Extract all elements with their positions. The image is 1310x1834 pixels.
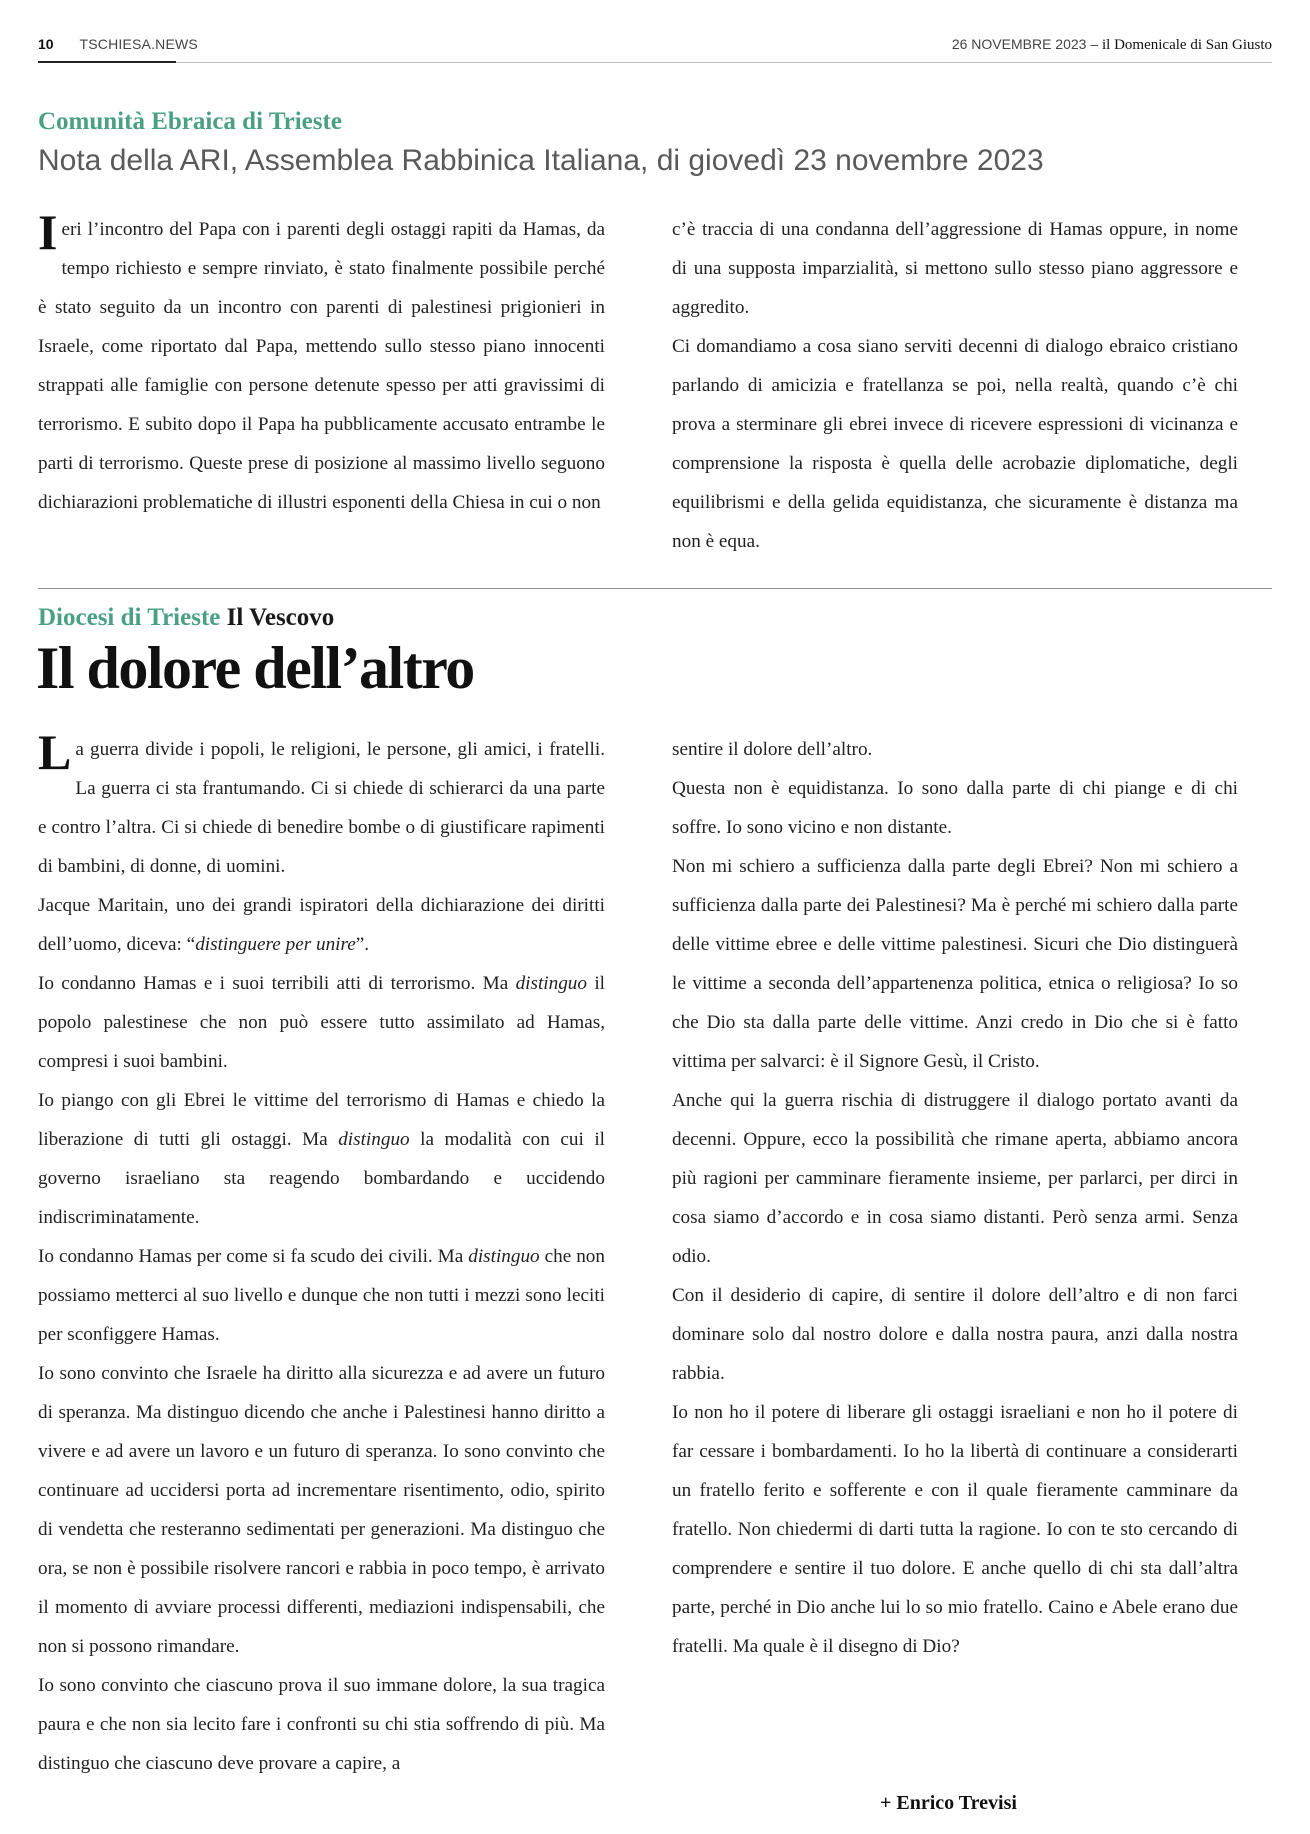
- text-run: Jacque Maritain, uno dei grandi ispiratori della dichiarazione dei diritti dell’uomo, diceva: “: [38, 895, 605, 955]
- text-run: Io piango con gli Ebrei le vittime del terrorismo di Hamas e chiedo la liberazione di tutti gli ostaggi. Ma: [38, 1090, 605, 1150]
- header-rule: [38, 62, 1272, 63]
- publication-name: il Domenicale di San Giusto: [1102, 37, 1272, 53]
- article2-paragraph: Anche qui la guerra rischia di distruggere il dialogo portato avanti da decenni. Oppure, ecco la possibilità che rimane aperta, abbiamo ancora più ragioni per camminare fieramente insieme, per parlarci, per dirci in cosa siamo d’accordo e in cosa siamo distanti. Però senza armi. Senza odio.: [672, 1090, 1238, 1267]
- italic-run: distinguo: [515, 973, 587, 994]
- article2-paragraph: [38, 1237, 605, 1354]
- article1-paragraph: c’è traccia di una condanna dell’aggressione di Hamas oppure, in nome di una supposta imparzialità, si mettono sullo stesso piano aggressore e aggredito.: [672, 219, 1238, 318]
- author-label: Il Vescovo: [226, 604, 335, 631]
- article2-column-left: [38, 724, 605, 1783]
- article2-paragraph: [38, 724, 605, 886]
- article1-kicker: Comunità Ebraica di Trieste: [38, 108, 342, 135]
- text-run: ”.: [355, 934, 370, 955]
- article1-paragraph-text: eri l’incontro del Papa con i parenti degli ostaggi rapiti da Hamas, da tempo richiesto e sempre rinviato, è stato finalmente possibile perché è stato seguito da un incontro con parenti di palestinesi prigionieri in Israele, come riportato dal Papa, mettendo sullo stesso piano innocenti strappati alle famiglie con persone detenute spesso per atti gravissimi di terrorismo. E subito dopo il Papa ha pubblicamente accusato entrambe le parti di terrorismo. Queste prese di posizione al massimo livello seguono dichiarazioni problematiche di illustri esponenti della Chiesa in cui o non: [38, 219, 605, 513]
- italic-run: distinguo: [338, 1129, 410, 1150]
- author-signature: + Enrico Trevisi: [880, 1792, 1017, 1814]
- italic-run: distinguere per unire: [195, 934, 356, 955]
- article1-column-left: [38, 204, 605, 522]
- text-run: il popolo palestinese che non può essere tutto assimilato ad Hamas, compresi i suoi bambini.: [38, 973, 605, 1072]
- text-run: che non possiamo metterci al suo livello e dunque che non tutti i mezzi sono leciti per sconfiggere Hamas.: [38, 1246, 605, 1345]
- header-rule-accent: [38, 61, 176, 63]
- article2-paragraph: Io sono convinto che Israele ha diritto alla sicurezza e ad avere un futuro di speranza. Ma distinguo dicendo che anche i Palestinesi hanno diritto a vivere e ad avere un lavoro e un futuro di speranza. Io sono convinto che continuare ad uccidersi porta ad incrementare risentimento, odio, spirito di vendetta che resteranno sedimentati per generazioni. Ma distinguo che ora, se non è possibile risolvere rancori e rabbia in poco tempo, è arrivato il momento di avviare processi differenti, mediazioni indispensabili, che non si possono rimandare.: [38, 1363, 605, 1657]
- text-run: Io condanno Hamas per come si fa scudo dei civili. Ma: [38, 1246, 469, 1267]
- issue-date: [952, 36, 1272, 54]
- article2-column-right: [672, 730, 1238, 1666]
- article2-kicker: [38, 604, 334, 632]
- site-name: TSCHIESA.NEWS: [79, 36, 198, 52]
- article2-paragraph: Io non ho il potere di liberare gli ostaggi israeliani e non ho il potere di far cessare i bombardamenti. Io ho la libertà di continuare a considerarti un fratello ferito e sofferente e con il quale fieramente camminare da fratello. Non chiedermi di darti tutta la ragione. Io con te sto cercando di comprendere e sentire il tuo dolore. E anche quello di chi sta dall’altra parte, perché in Dio anche lui lo so mio fratello. Caino e Abele erano due fratelli. Ma quale è il disegno di Dio?: [672, 1402, 1238, 1657]
- article2-paragraph: Io sono convinto che ciascuno prova il suo immane dolore, la sua tragica paura e che non sia lecito fare i confronti su chi stia soffrendo di più. Ma distinguo che ciascuno deve provare a capire, a: [38, 1675, 605, 1774]
- drop-cap: L: [38, 724, 72, 780]
- article2-paragraph-text: a guerra divide i popoli, le religioni, le persone, gli amici, i fratelli. La guerra ci sta frantumando. Ci si chiede di schierarci da una parte e contro l’altra. Ci si chiede di benedire bombe o di giustificare rapimenti di bambini, di donne, di uomini.: [38, 739, 605, 877]
- article1-paragraph: [38, 204, 605, 522]
- article2-paragraph: Con il desiderio di capire, di sentire il dolore dell’altro e di non farci dominare solo dal nostro dolore e dalla nostra paura, anzi dalla nostra rabbia.: [672, 1285, 1238, 1384]
- article2-title: Il dolore dell’altro: [36, 635, 474, 701]
- italic-run: distinguo: [468, 1246, 540, 1267]
- article1-column-right: [672, 210, 1238, 561]
- article2-paragraph: [38, 886, 605, 964]
- article-divider: [38, 588, 1272, 589]
- page-number: 10: [38, 36, 54, 52]
- section-label: Diocesi di Trieste: [38, 604, 221, 631]
- date-text: 26 NOVEMBRE 2023 –: [951, 36, 1099, 52]
- article2-paragraph: sentire il dolore dell’altro.: [672, 739, 873, 760]
- article2-paragraph: [38, 1081, 605, 1237]
- article2-paragraph: [38, 964, 605, 1081]
- article2-paragraph: Non mi schiero a sufficienza dalla parte degli Ebrei? Non mi schiero a sufficienza dalla parte dei Palestinesi? Ma è perché mi schiero dalla parte delle vittime ebree e delle vittime palestinesi. Sicuri che Dio distinguerà le vittime a seconda dell’appartenenza politica, etnica o religiosa? Io so che Dio sta dalla parte delle vittime. Anzi credo in Dio che si è fatto vittima per salvarci: è il Signore Gesù, il Cristo.: [672, 856, 1238, 1072]
- article1-paragraph: Ci domandiamo a cosa siano serviti decenni di dialogo ebraico cristiano parlando di amicizia e fratellanza se poi, nella realtà, quando c’è chi prova a sterminare gli ebrei invece di ricevere espressioni di vicinanza e comprensione la risposta è quella delle acrobazie diplomatiche, degli equilibrismi e della gelida equidistanza, che sicuramente è distanza ma non è equa.: [672, 336, 1238, 552]
- text-run: Io condanno Hamas e i suoi terribili atti di terrorismo. Ma: [38, 973, 516, 994]
- text-run: la modalità con cui il governo israeliano sta reagendo bombardando e uccidendo indiscriminatamente.: [38, 1129, 605, 1228]
- drop-cap: I: [38, 204, 58, 260]
- article1-subtitle: Nota della ARI, Assemblea Rabbinica Italiana, di giovedì 23 novembre 2023: [38, 144, 1044, 177]
- article2-paragraph: Questa non è equidistanza. Io sono dalla parte di chi piange e di chi soffre. Io sono vicino e non distante.: [672, 778, 1238, 838]
